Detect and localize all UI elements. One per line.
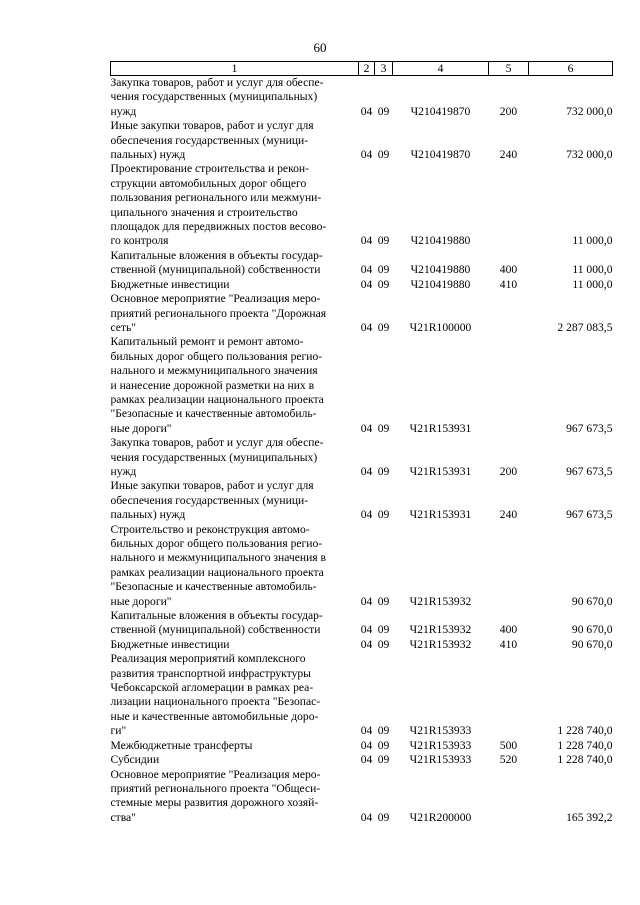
- subsection-code: 09: [377, 234, 390, 248]
- subsection-code: 09: [377, 148, 390, 162]
- description-line: ги": [110, 724, 127, 738]
- description-line: нального и межмуниципального значения: [110, 364, 318, 378]
- description-line: Иные закупки товаров, работ и услуг для: [110, 119, 314, 133]
- subsection-code: 09: [377, 623, 390, 637]
- section-code: 04: [360, 738, 373, 752]
- description-line: пальных) нужд: [110, 148, 186, 162]
- amount: 90 670,0: [571, 623, 613, 637]
- budget-table: [110, 61, 613, 825]
- description-line: Закупка товаров, работ и услуг для обеспе-: [110, 436, 324, 450]
- expense-type-code: 240: [499, 148, 518, 162]
- target-item-code: Ч210419870: [410, 148, 471, 162]
- row-description: [111, 335, 359, 436]
- description-line: рамках реализации национального проекта: [110, 565, 324, 579]
- amount: 1 228 740,0: [557, 738, 613, 752]
- section-code: 04: [360, 263, 373, 277]
- description-line: нужд: [110, 104, 137, 118]
- target-item-code: Ч210419880: [410, 234, 471, 248]
- amount: 11 000,0: [572, 263, 613, 277]
- table-row: [111, 119, 613, 162]
- amount: 967 673,5: [566, 421, 613, 435]
- amount: 90 670,0: [571, 594, 613, 608]
- table-row: [111, 638, 613, 652]
- amount: 1 228 740,0: [557, 753, 613, 767]
- subsection-code: 09: [377, 637, 390, 651]
- column-header-4: 4: [393, 62, 489, 76]
- description-line: "Безопасные и качественные автомобиль-: [110, 407, 317, 421]
- target-item-code: Ч21R153933: [409, 738, 472, 752]
- description-line: и нанесение дорожной разметки на них в: [110, 378, 315, 392]
- description-line: нального и межмуниципального значения в: [110, 551, 326, 565]
- description-line: сеть": [110, 320, 137, 334]
- table-row: [111, 436, 613, 479]
- description-line: бильных дорог общего пользования регио-: [110, 537, 323, 550]
- section-code: 04: [360, 594, 373, 608]
- table-row: [111, 523, 613, 609]
- table-row: [111, 335, 613, 436]
- section-code: 04: [360, 148, 373, 162]
- target-item-code: Ч21R153933: [409, 753, 472, 767]
- column-header-6: 6: [529, 62, 613, 76]
- subsection-code: 09: [377, 320, 390, 334]
- subsection-code: 09: [377, 810, 390, 824]
- expense-type-code: 200: [499, 104, 518, 118]
- target-item-code: Ч210419880: [410, 277, 471, 291]
- target-item-code: Ч21R153932: [409, 637, 472, 651]
- amount: 11 000,0: [572, 277, 613, 291]
- subsection-code: 09: [377, 724, 390, 738]
- subsection-code: 09: [377, 594, 390, 608]
- section-code: 04: [360, 277, 373, 291]
- description-line: ные дороги": [110, 421, 172, 435]
- expense-type-code: 400: [499, 263, 518, 277]
- description-line: Основное мероприятие "Реализация меро-: [110, 292, 321, 306]
- amount: 732 000,0: [566, 104, 613, 118]
- column-header-3: 3: [375, 62, 393, 76]
- amount: 967 673,5: [566, 508, 613, 522]
- row-description: [111, 119, 359, 162]
- section-code: 04: [360, 623, 373, 637]
- table-row: [111, 249, 613, 278]
- target-item-code: Ч21R153931: [409, 464, 472, 478]
- table-row: [111, 292, 613, 335]
- description-line: "Безопасные и качественные автомобиль-: [110, 580, 317, 594]
- table-row: [111, 652, 613, 738]
- section-code: 04: [360, 234, 373, 248]
- expense-type-code: [489, 335, 529, 436]
- row-description: [111, 162, 359, 248]
- row-description: [111, 609, 359, 638]
- table-row: [111, 768, 613, 826]
- section-code: 04: [360, 464, 373, 478]
- column-header-5: 5: [489, 62, 529, 76]
- subsection-code: 09: [377, 508, 390, 522]
- amount: 90 670,0: [571, 637, 613, 651]
- row-description: [111, 523, 359, 609]
- amount: 2 287 083,5: [557, 320, 613, 334]
- target-item-code: Ч21R153931: [409, 508, 472, 522]
- expense-type-code: 410: [499, 277, 518, 291]
- amount: 967 673,5: [566, 464, 613, 478]
- row-description: [111, 76, 359, 120]
- subsection-code: 09: [377, 263, 390, 277]
- row-description: [111, 249, 359, 278]
- description-line: пальных) нужд: [110, 508, 186, 522]
- section-code: 04: [360, 104, 373, 118]
- description-line: Межбюджетные трансферты: [110, 738, 253, 752]
- expense-type-code: [489, 292, 529, 335]
- description-line: Капитальные вложения в объекты государ-: [110, 248, 323, 262]
- expense-type-code: 410: [499, 637, 518, 651]
- row-description: [111, 739, 359, 753]
- subsection-code: 09: [377, 753, 390, 767]
- subsection-code: 09: [377, 421, 390, 435]
- table-row: [111, 609, 613, 638]
- description-line: ные дороги": [110, 594, 172, 608]
- row-description: [111, 768, 359, 826]
- description-line: ственной (муниципальной) собственности: [110, 623, 321, 637]
- amount: 732 000,0: [566, 148, 613, 162]
- description-line: Чебоксарской агломерации в рамках реа-: [110, 681, 314, 695]
- target-item-code: Ч210419870: [410, 104, 471, 118]
- description-line: го контроля: [110, 234, 169, 248]
- target-item-code: Ч21R153933: [409, 724, 472, 738]
- amount: 11 000,0: [572, 234, 613, 248]
- description-line: Закупка товаров, работ и услуг для обеспе-: [110, 76, 324, 89]
- description-line: ственной (муниципальной) собственности: [110, 263, 321, 277]
- description-line: Строительство и реконструкция автомо-: [110, 522, 310, 536]
- table-row: [111, 76, 613, 120]
- row-description: [111, 292, 359, 335]
- description-line: приятий регионального проекта "Общеси-: [110, 781, 321, 795]
- section-code: 04: [360, 320, 373, 334]
- description-line: Иные закупки товаров, работ и услуг для: [110, 479, 314, 493]
- description-line: Капитальный ремонт и ремонт автомо-: [110, 335, 304, 349]
- description-line: развития транспортной инфраструктуры: [110, 666, 311, 680]
- section-code: 04: [360, 508, 373, 522]
- subsection-code: 09: [377, 277, 390, 291]
- expense-type-code: 400: [499, 623, 518, 637]
- description-line: Бюджетные инвестиции: [110, 277, 230, 291]
- expense-type-code: 240: [499, 508, 518, 522]
- subsection-code: 09: [377, 738, 390, 752]
- description-line: струкции автомобильных дорог общего: [110, 176, 307, 190]
- section-code: 04: [360, 637, 373, 651]
- expense-type-code: [489, 162, 529, 248]
- row-description: [111, 753, 359, 767]
- description-line: Субсидии: [110, 753, 160, 767]
- target-item-code: Ч21R153931: [409, 421, 472, 435]
- table-header-row: [111, 62, 613, 76]
- target-item-code: Ч21R153932: [409, 594, 472, 608]
- target-item-code: Ч21R153932: [409, 623, 472, 637]
- description-line: приятий регионального проекта "Дорожная: [110, 306, 327, 320]
- section-code: 04: [360, 810, 373, 824]
- description-line: нужд: [110, 464, 137, 478]
- row-description: [111, 479, 359, 522]
- column-header-1: 1: [111, 62, 359, 76]
- description-line: пользования регионального или межмуни-: [110, 191, 322, 205]
- row-description: [111, 638, 359, 652]
- table-row: [111, 278, 613, 292]
- section-code: 04: [360, 753, 373, 767]
- table-row: [111, 162, 613, 248]
- description-line: лизации национального проекта "Безопас-: [110, 695, 321, 709]
- expense-type-code: 500: [499, 738, 518, 752]
- description-line: площадок для передвижных постов весово-: [110, 220, 327, 234]
- description-line: обеспечения государственных (муници-: [110, 493, 309, 507]
- description-line: обеспечения государственных (муници-: [110, 133, 309, 147]
- expense-type-code: [489, 652, 529, 738]
- subsection-code: 09: [377, 104, 390, 118]
- page-number: 60: [313, 40, 327, 55]
- section-code: 04: [360, 421, 373, 435]
- description-line: стемные меры развития дорожного хозяй-: [110, 796, 319, 810]
- expense-type-code: [489, 768, 529, 826]
- description-line: бильных дорог общего пользования регио-: [110, 349, 323, 363]
- description-line: Реализация мероприятий комплексного: [110, 652, 306, 666]
- subsection-code: 09: [377, 464, 390, 478]
- table-row: [111, 479, 613, 522]
- row-description: [111, 436, 359, 479]
- expense-type-code: 200: [499, 464, 518, 478]
- column-header-2: 2: [359, 62, 375, 76]
- description-line: ства": [110, 810, 136, 824]
- expense-type-code: [489, 523, 529, 609]
- description-line: Основное мероприятие "Реализация меро-: [110, 767, 321, 781]
- description-line: Проектирование строительства и рекон-: [110, 162, 309, 176]
- target-item-code: Ч21R100000: [409, 320, 472, 334]
- description-line: рамках реализации национального проекта: [110, 392, 324, 406]
- description-line: чения государственных (муниципальных): [110, 450, 318, 464]
- description-line: ные и качественные автомобильные доро-: [110, 709, 319, 723]
- expense-type-code: 520: [499, 753, 518, 767]
- target-item-code: Ч21R200000: [409, 810, 472, 824]
- target-item-code: Ч210419880: [410, 263, 471, 277]
- table-row: [111, 739, 613, 753]
- amount: 165 392,2: [566, 810, 613, 824]
- description-line: Капитальные вложения в объекты государ-: [110, 609, 323, 623]
- row-description: [111, 652, 359, 738]
- section-code: 04: [360, 724, 373, 738]
- amount: 1 228 740,0: [557, 724, 613, 738]
- description-line: чения государственных (муниципальных): [110, 90, 318, 104]
- row-description: [111, 278, 359, 292]
- table-row: [111, 753, 613, 767]
- description-line: Бюджетные инвестиции: [110, 637, 230, 651]
- description-line: ципального значения и строительство: [110, 205, 298, 219]
